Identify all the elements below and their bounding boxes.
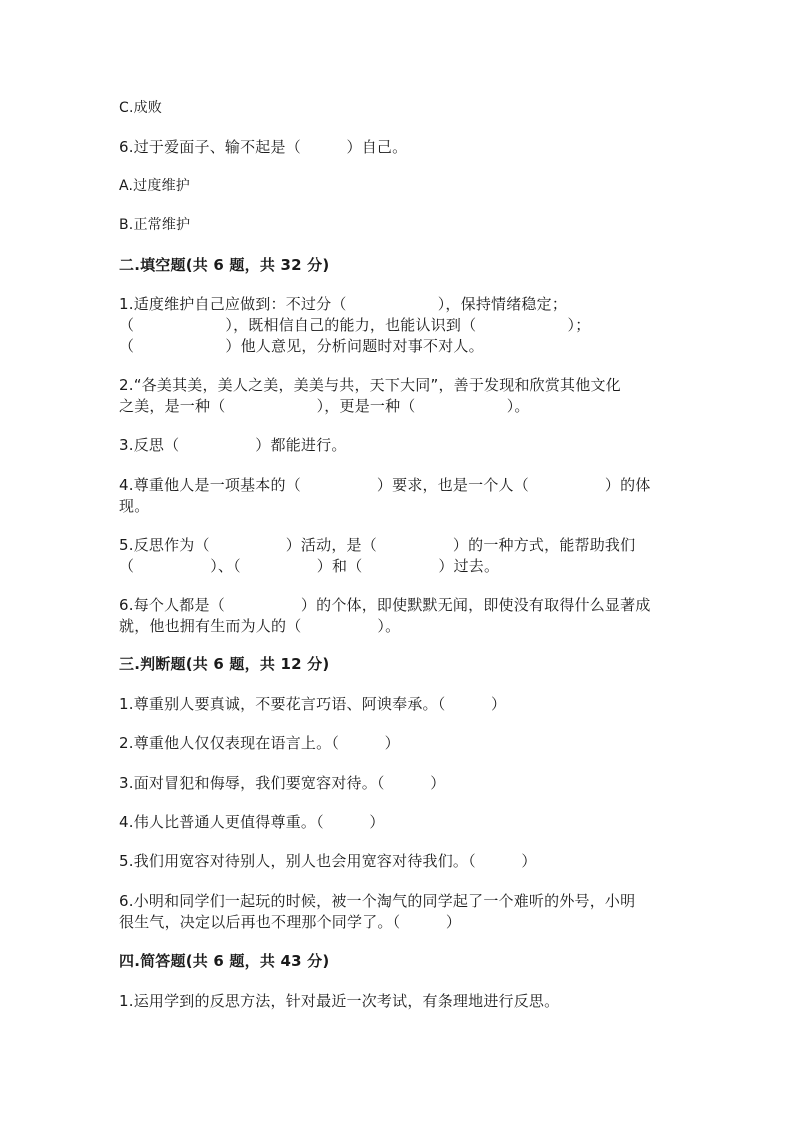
fill-q4-line1: 4.尊重他人是一项基本的（ ）要求，也是一个人（ ）的体	[119, 476, 651, 494]
judge-q2: 2.尊重他人仅仅表现在语言上。（ ）	[119, 734, 400, 752]
q5-option-c: C.成败	[119, 100, 163, 116]
judge-q3: 3.面对冒犯和侮辱，我们要宽容对待。（ ）	[119, 774, 446, 792]
fill-q6-line1: 6.每个人都是（ ）的个体，即使默默无闻，即使没有取得什么显著成	[119, 596, 651, 614]
section4-heading: 四.简答题(共 6 题，共 43 分)	[119, 952, 330, 970]
judge-q1: 1.尊重别人要真诚，不要花言巧语、阿谀奉承。（ ）	[119, 695, 507, 713]
fill-q3-line1: 3.反思（ ）都能进行。	[119, 436, 347, 454]
fill-q2-line2: 之美，是一种（ ），更是一种（ ）。	[119, 397, 530, 415]
section3-heading: 三.判断题(共 6 题，共 12 分)	[119, 655, 330, 673]
fill-q1-line2: （ ），既相信自己的能力，也能认识到（ ）；	[119, 316, 591, 334]
fill-q2-line1: 2.“各美其美，美人之美，美美与共，天下大同”，善于发现和欣赏其他文化	[119, 376, 621, 394]
q6-stem: 6.过于爱面子、输不起是（ ）自己。	[119, 138, 408, 156]
q6-option-a: A.过度维护	[119, 178, 190, 194]
fill-q1-line3: （ ）他人意见，分析问题时对事不对人。	[119, 337, 484, 355]
fill-q5-line2: （ ）、（ ）和（ ）过去。	[119, 557, 500, 575]
judge-q6-line2: 很生气，决定以后再也不理那个同学了。（ ）	[119, 913, 462, 931]
judge-q5: 5.我们用宽容对待别人，别人也会用宽容对待我们。（ ）	[119, 852, 537, 870]
fill-q6-line2: 就，他也拥有生而为人的（ ）。	[119, 617, 401, 635]
fill-q1-line1: 1.适度维护自己应做到：不过分（ ），保持情绪稳定；	[119, 295, 568, 313]
short-answer-q1: 1.运用学到的反思方法，针对最近一次考试，有条理地进行反思。	[119, 992, 560, 1010]
fill-q4-line2: 现。	[119, 497, 150, 515]
q6-option-b: B.正常维护	[119, 217, 191, 233]
judge-q4: 4.伟人比普通人更值得尊重。（ ）	[119, 813, 385, 831]
fill-q5-line1: 5.反思作为（ ）活动，是（ ）的一种方式，能帮助我们	[119, 536, 636, 554]
judge-q6-line1: 6.小明和同学们一起玩的时候，被一个淘气的同学起了一个难听的外号，小明	[119, 892, 636, 910]
section2-heading: 二.填空题(共 6 题，共 32 分)	[119, 256, 330, 274]
